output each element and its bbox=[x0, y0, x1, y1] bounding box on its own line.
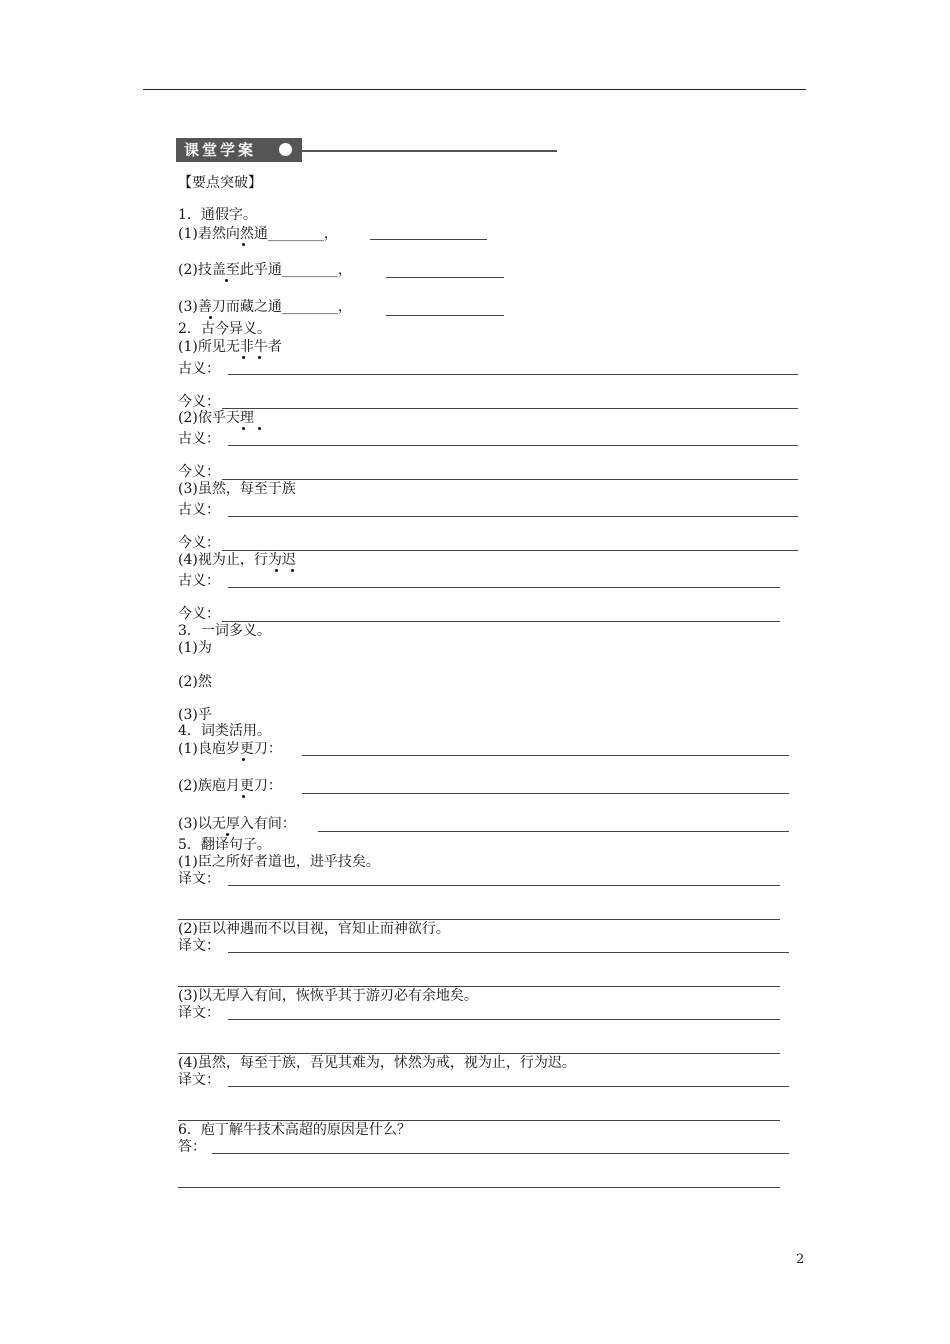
q5-label-1: 译文： bbox=[178, 871, 220, 887]
q2-old-label-1: 古义： bbox=[178, 361, 220, 377]
q5-answer-line-2b[interactable] bbox=[178, 986, 780, 987]
q3-item-1: (1)为 bbox=[178, 640, 212, 656]
q4-answer-line-3[interactable] bbox=[318, 831, 789, 832]
q3-item-3: (3)乎 bbox=[178, 707, 212, 723]
q5-answer-line-4b[interactable] bbox=[178, 1120, 780, 1121]
q2-item-4: (4)视为止，行为迟 bbox=[178, 552, 296, 568]
q4-item-3: (3)以无厚入有间： bbox=[178, 816, 296, 832]
q2-old-label-4: 古义： bbox=[178, 573, 220, 589]
q2-heading: 2．古今异义。 bbox=[178, 321, 271, 337]
q1-item-3: (3)善刀而藏之通________， bbox=[178, 299, 352, 315]
q5-item-4: (4)虽然，每至于族，吾见其难为，怵然为戒，视为止，行为迟。 bbox=[178, 1055, 576, 1071]
q2-new-line-2[interactable] bbox=[222, 479, 798, 480]
q1-answer-line-2[interactable] bbox=[386, 277, 504, 278]
q6-answer-line-a[interactable] bbox=[212, 1153, 789, 1154]
q5-item-3: (3)以无厚入有间，恢恢乎其于游刃必有余地矣。 bbox=[178, 988, 478, 1004]
bullet-icon bbox=[279, 143, 292, 156]
q5-label-2: 译文： bbox=[178, 938, 220, 954]
q2-old-line-3[interactable] bbox=[228, 516, 798, 517]
q5-label-3: 译文： bbox=[178, 1005, 220, 1021]
q5-answer-line-1b[interactable] bbox=[178, 919, 780, 920]
q2-new-label-1: 今义： bbox=[178, 394, 220, 410]
q2-new-line-3[interactable] bbox=[222, 550, 798, 551]
q2-old-line-4[interactable] bbox=[228, 587, 780, 588]
q6-label: 答： bbox=[178, 1139, 206, 1155]
q2-old-label-2: 古义： bbox=[178, 431, 220, 447]
q1-answer-line-1[interactable] bbox=[370, 239, 487, 240]
q4-item-1: (1)良庖岁更刀： bbox=[178, 741, 282, 757]
q3-heading: 3．一词多义。 bbox=[178, 623, 271, 639]
header-rule bbox=[143, 89, 806, 90]
emphasis-dot bbox=[242, 243, 245, 246]
section-banner bbox=[176, 138, 302, 162]
q1-heading: 1．通假字。 bbox=[178, 207, 257, 223]
emphasis-dot bbox=[242, 758, 245, 761]
emphasis-dot bbox=[225, 279, 228, 282]
q4-heading: 4．词类活用。 bbox=[178, 723, 271, 739]
q5-heading: 5．翻译句子。 bbox=[178, 837, 271, 853]
q5-label-4: 译文： bbox=[178, 1072, 220, 1088]
emphasis-dot bbox=[291, 569, 294, 572]
q1-item-1: (1)砉然向然通________， bbox=[178, 226, 338, 242]
q2-old-line-2[interactable] bbox=[228, 445, 798, 446]
q5-item-2: (2)臣以神遇而不以目视，官知止而神欲行。 bbox=[178, 921, 450, 937]
q2-item-3: (3)虽然，每至于族 bbox=[178, 481, 296, 497]
emphasis-dot bbox=[242, 356, 245, 359]
q3-item-2: (2)然 bbox=[178, 674, 212, 690]
q2-new-label-4: 今义： bbox=[178, 606, 220, 622]
q4-answer-line-1[interactable] bbox=[302, 755, 789, 756]
emphasis-dot bbox=[226, 833, 229, 836]
q2-item-1: (1)所见无非牛者 bbox=[178, 339, 282, 355]
q1-item-2: (2)技盖至此乎通________， bbox=[178, 262, 352, 278]
section-title: 课堂学案 bbox=[184, 141, 257, 159]
q2-old-label-3: 古义： bbox=[178, 502, 220, 518]
q6-answer-line-b[interactable] bbox=[178, 1187, 780, 1188]
q2-new-label-2: 今义： bbox=[178, 464, 220, 480]
subsection-title: 【要点突破】 bbox=[178, 175, 262, 191]
emphasis-dot bbox=[242, 795, 245, 798]
q2-item-2: (2)依乎天理 bbox=[178, 410, 254, 426]
q5-item-1: (1)臣之所好者道也，进乎技矣。 bbox=[178, 854, 380, 870]
q2-new-line-4[interactable] bbox=[222, 621, 780, 622]
q1-answer-line-3[interactable] bbox=[386, 315, 504, 316]
q6-heading: 6．庖丁解牛技术高超的原因是什么？ bbox=[178, 1122, 411, 1138]
q5-answer-line-3b[interactable] bbox=[178, 1053, 780, 1054]
banner-rule bbox=[302, 150, 557, 152]
q5-answer-line-2a[interactable] bbox=[228, 952, 789, 953]
q2-old-line-1[interactable] bbox=[228, 374, 798, 375]
emphasis-dot bbox=[258, 427, 261, 430]
emphasis-dot bbox=[258, 356, 261, 359]
q5-answer-line-3a[interactable] bbox=[228, 1019, 780, 1020]
emphasis-dot bbox=[242, 427, 245, 430]
q2-new-label-3: 今义： bbox=[178, 535, 220, 551]
q4-answer-line-2[interactable] bbox=[302, 793, 789, 794]
emphasis-dot bbox=[275, 569, 278, 572]
emphasis-dot bbox=[209, 316, 212, 319]
q5-answer-line-4a[interactable] bbox=[228, 1086, 789, 1087]
q5-answer-line-1a[interactable] bbox=[228, 885, 780, 886]
page-number: 2 bbox=[796, 1252, 805, 1267]
q4-item-2: (2)族庖月更刀： bbox=[178, 778, 282, 794]
q2-new-line-1[interactable] bbox=[222, 408, 798, 409]
